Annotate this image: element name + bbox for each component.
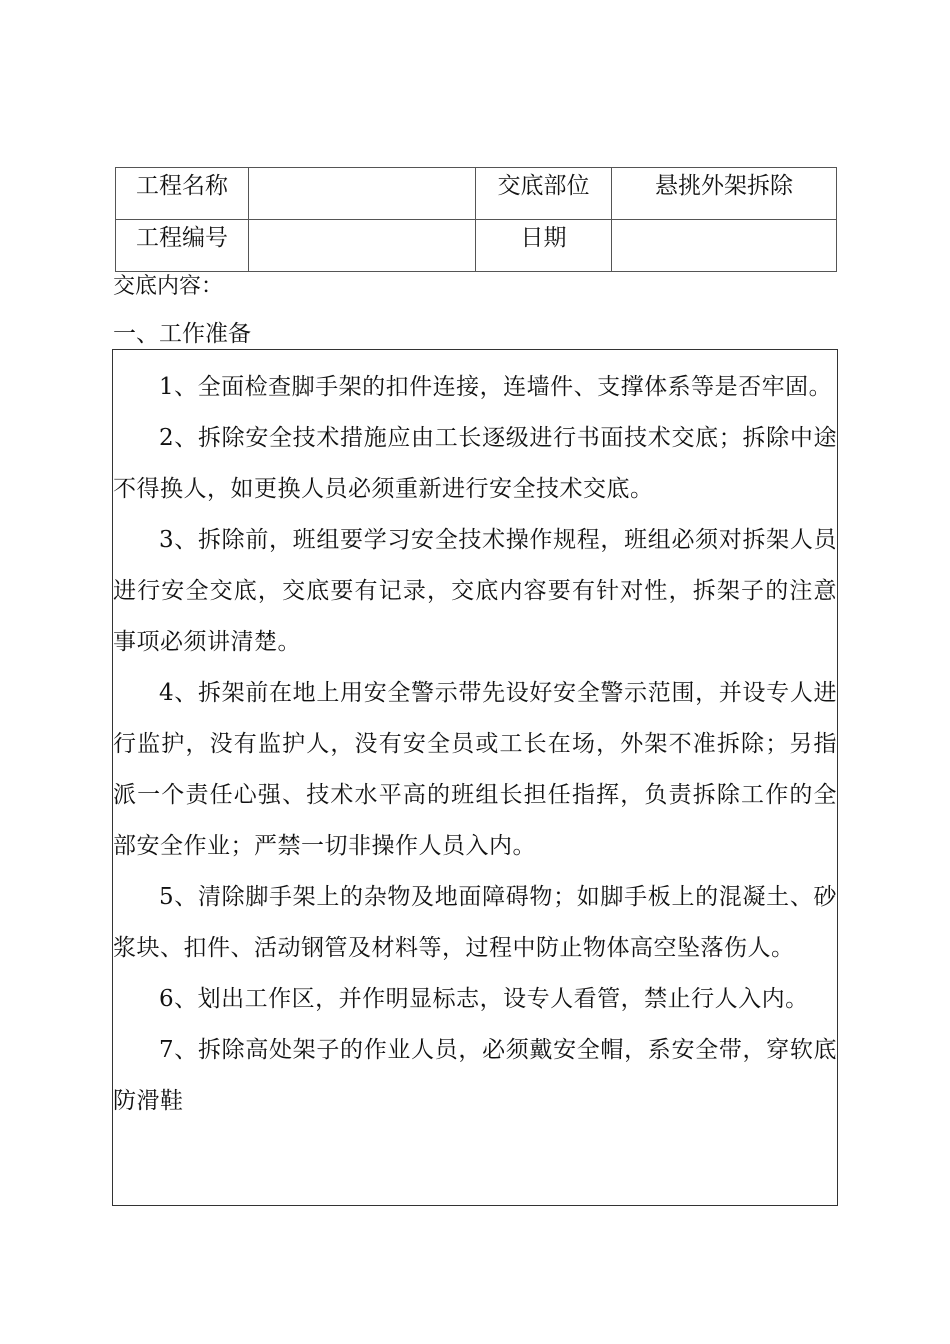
- list-item: 5、清除脚手架上的杂物及地面障碍物；如脚手板上的混凝土、砂浆块、扣件、活动钢管及材料等，过程中防止物体高空坠落伤人。: [113, 884, 837, 961]
- list-item: 3、拆除前，班组要学习安全技术操作规程，班组必须对拆架人员进行安全交底，交底要有记录，交底内容要有针对性，拆架子的注意事项必须讲清楚。: [113, 527, 837, 655]
- project-name-value: [249, 168, 476, 220]
- content-heading: 交底内容：: [113, 274, 224, 299]
- list-item: 2、拆除安全技术措施应由工长逐级进行书面技术交底；拆除中途不得换人，如更换人员必须重新进行安全技术交底。: [113, 425, 837, 502]
- list-item: 4、拆架前在地上用安全警示带先设好安全警示范围，并设专人进行监护，没有监护人，没有安全员或工长在场，外架不准拆除；另指派一个责任心强、技术水平高的班组长担任指挥，负责拆除工作的全部安全作业；严禁一切非操作人员入内。: [113, 680, 837, 859]
- header-row-1: [116, 168, 837, 220]
- disclosure-part-label: 交底部位: [476, 168, 612, 220]
- list-item: 6、划出工作区，并作明显标志，设专人看管，禁止行人入内。: [159, 986, 809, 1012]
- project-number-value: [249, 220, 476, 272]
- project-name-label: 工程名称: [116, 168, 249, 220]
- header-table: [115, 167, 837, 272]
- content-box: [112, 349, 838, 1206]
- header-row-2: [116, 220, 837, 272]
- section-heading: 一、工作准备: [113, 321, 251, 347]
- date-value: [612, 220, 837, 272]
- list-item: 7、拆除高处架子的作业人员，必须戴安全帽，系安全带，穿软底防滑鞋: [113, 1037, 837, 1114]
- project-number-label: 工程编号: [116, 220, 249, 272]
- list-item: 1、全面检查脚手架的扣件连接，连墙件、支撑体系等是否牢固。: [159, 374, 833, 400]
- disclosure-part-value: 悬挑外架拆除: [612, 168, 837, 220]
- date-label: 日期: [476, 220, 612, 272]
